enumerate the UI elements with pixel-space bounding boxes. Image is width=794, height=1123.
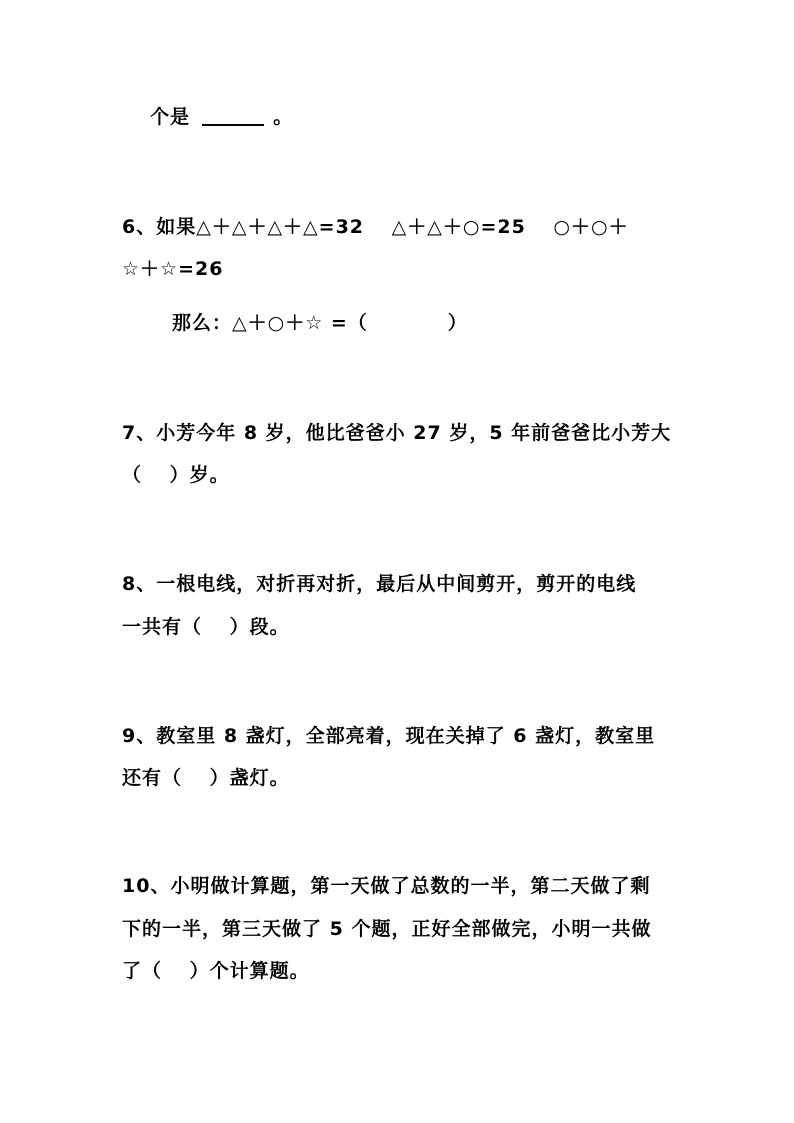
q8-line-1: 8、一根电线，对折再对折，最后从中间剪开，剪开的电线 <box>122 573 637 595</box>
q7-line-1: 7、小芳今年 8 岁，他比爸爸小 27 岁，5 年前爸爸比小芳大 <box>122 422 672 444</box>
q6-line-2: ☆＋☆=26 <box>122 258 224 280</box>
q5-text-after-blank: 。 <box>273 106 294 128</box>
q5-text-before-blank: 个是 <box>150 106 191 128</box>
q9-line-2: 还有（ ）盏灯。 <box>122 767 290 789</box>
q10-line-3: 了（ ）个计算题。 <box>122 960 310 982</box>
q6-line-3: 那么：△＋○＋☆ =（ ） <box>172 312 468 334</box>
q6-line-1: 6、如果△＋△＋△＋△=32 △＋△＋○=25 ○＋○＋ <box>122 216 629 238</box>
q10-line-2: 下的一半，第三天做了 5 个题，正好全部做完，小明一共做 <box>122 918 652 940</box>
q8-line-2: 一共有（ ）段。 <box>122 616 290 638</box>
answer-blank <box>202 123 264 126</box>
q10-line-1: 10、小明做计算题，第一天做了总数的一半，第二天做了剩 <box>122 875 651 897</box>
q7-line-2: （ ）岁。 <box>122 464 230 486</box>
question-5-continuation <box>150 108 293 127</box>
q9-line-1: 9、教室里 8 盏灯，全部亮着，现在关掉了 6 盏灯，教室里 <box>122 725 656 747</box>
